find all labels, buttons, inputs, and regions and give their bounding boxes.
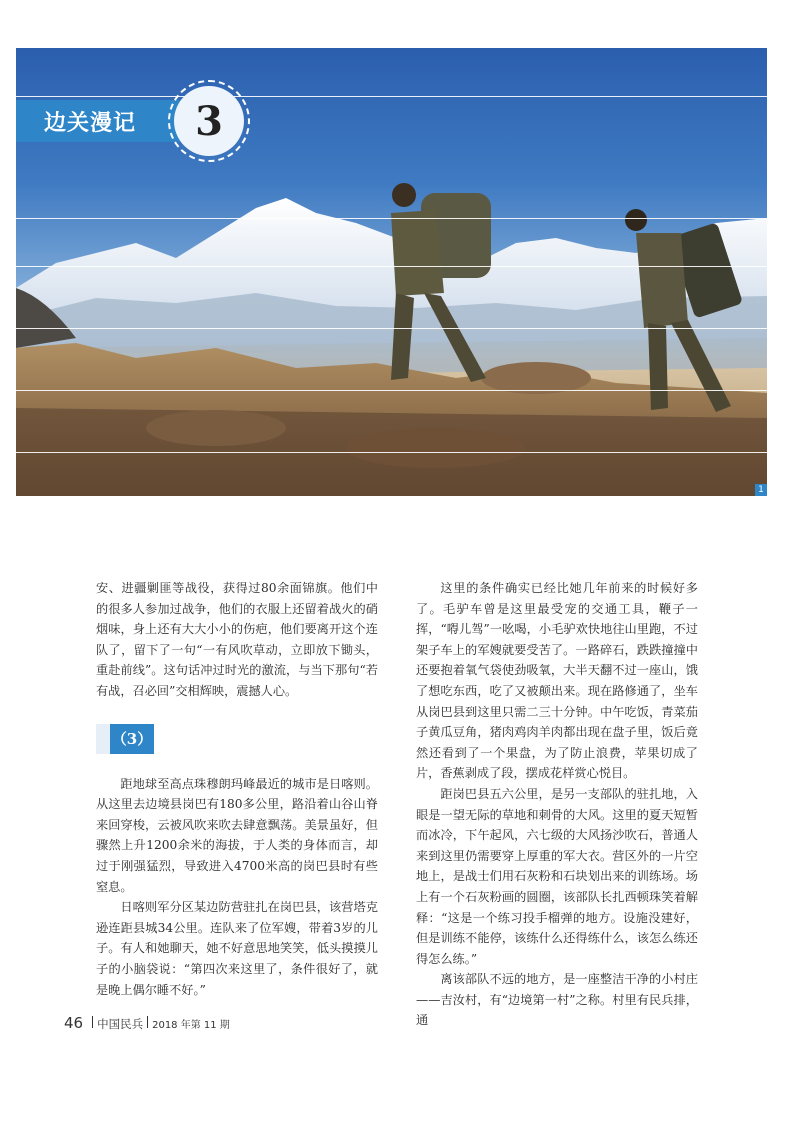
paragraph: 离该部队不远的地方，是一座整洁干净的小村庄——吉汝村，有“边境第一村”之称。村里有民兵排，通: [416, 972, 698, 1028]
section-heading: [96, 724, 378, 764]
photo-number-tag: 1: [755, 484, 767, 496]
page-footer: [64, 1014, 230, 1034]
footer-divider: [147, 1016, 148, 1028]
paragraph: 安、进疆剿匪等战役，获得过80余面锦旗。他们中的很多人参加过战争，他们的衣服上还留着战火的硝烟味，身上还有大大小小的伤疤，他们要离开这个连队了，留下了一句“一有风吹草动，立即放下锄头，重赴前线”。这句话冲过时光的激流，与当下那句“若有战，召必回”交相辉映，震撼人心。: [96, 581, 378, 698]
column-label: 边关漫记: [44, 111, 137, 136]
magazine-name: 中国民兵: [97, 1017, 144, 1031]
issue-label: 2018 年第 11 期: [152, 1020, 230, 1031]
column-number-badge: 3: [174, 86, 244, 156]
paragraph: 距地球至高点珠穆朗玛峰最近的城市是日喀则。从这里去边境县岗巴有180多公里，路沿着山谷山脊来回穿梭，云被风吹来吹去肆意飘荡。美景虽好，但骤然上升1200余米的海拔，于人类的身体而言，却过于刚强猛烈，导致进入4700米高的岗巴县时有些窒息。: [96, 776, 378, 894]
page-number: 46: [64, 1014, 84, 1032]
footer-divider: [92, 1016, 93, 1028]
article-column-left: [96, 578, 378, 1000]
paragraph: 距岗巴县五六公里，是另一支部队的驻扎地，入眼是一望无际的草地和刺骨的大风。这里的夏天短暂而冰冷，下午起风，六七级的大风扬沙吹石，普通人来到这里仍需要穿上厚重的军大衣。营区外的一片空地上，是战士们用石灰粉和石块划出来的训练场。场上有一个石灰粉画的圆圈，该部队长扎西顿珠笑着解释：“这是一个练习投手榴弹的地方。设施没建好，但是训练不能停，该练什么还得练什么，该怎么练还得怎么练。”: [416, 786, 698, 966]
paragraph: 日喀则军分区某边防营驻扎在岗巴县，该营塔克逊连距县城34公里。连队来了位军嫂，带着3岁的儿子。有人和她聊天，她不好意思地笑笑，低头摸摸儿子的小脑袋说：“第四次来这里了，条件很好了，就是晚上偶尔睡不好。”: [96, 900, 378, 997]
paragraph: 这里的条件确实已经比她几年前来的时候好多了。毛驴车曾是这里最受宠的交通工具，鞭子一挥，“嘚儿驾”一吆喝，小毛驴欢快地往山里跑，不过架子车上的军嫂就要受苦了。一路碎石，跌跌撞撞中还要抱着氧气袋使劲吸氧，大半天翻不过一座山，饿了想吃东西，吃了又被颠出来。现在路修通了，坐车从岗巴县到这里只需二三十分钟。中午吃饭，青菜茄子黄瓜豆角，猪肉鸡肉羊肉都出现在盘子里，饭后竟然还看到了一个果盘，为了防止浪费，苹果切成了片，香蕉剥成了段，摆成花样赏心悦目。: [416, 581, 698, 781]
article-column-right: [416, 578, 698, 1031]
section-number: （3）: [110, 724, 154, 754]
